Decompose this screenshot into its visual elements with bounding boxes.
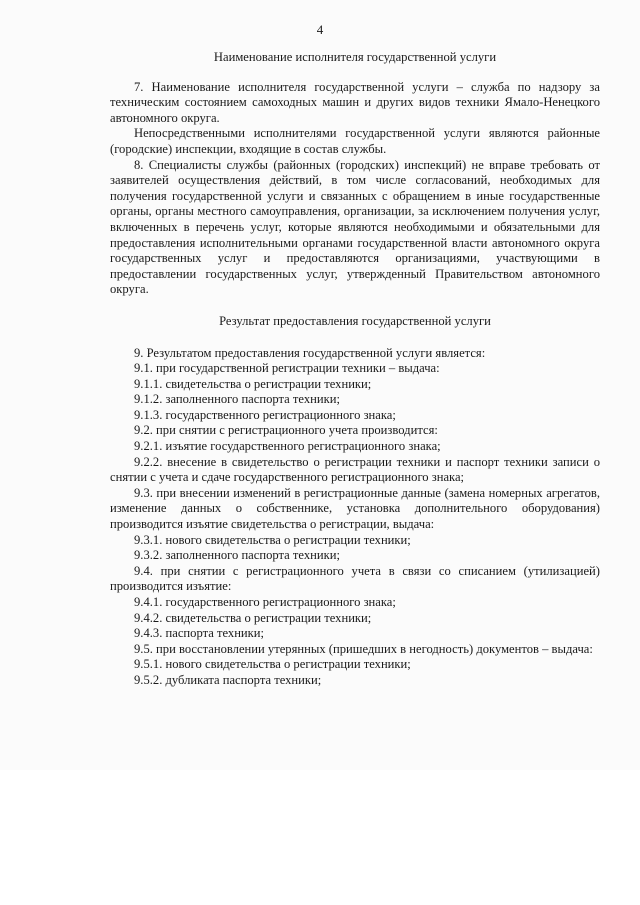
list-item: 9.1.1. свидетельства о регистрации техники; [134,376,372,391]
list-item: 9.3.1. нового свидетельства о регистрации техники; [134,532,411,547]
list-item: 9.5. при восстановлении утерянных (пришедших в негодность) документов – выдача: [134,641,593,656]
list-item: 9.4. при снятии с регистрационного учета в связи со списанием (утилизацией) производится изъятие: [110,563,600,594]
list-item: 9.2. при снятии с регистрационного учета производится: [134,423,438,438]
list-item: 9.3.2. заполненного паспорта техники; [134,548,340,563]
list-item: 9.3. при внесении изменений в регистрационные данные (замена номерных агрегатов, изменение данных о собственнике, установка дополнительного оборудования) производится изъятие свидетельства о регистрации, выдача: [110,485,600,532]
list-item: 9. Результатом предоставления государственной услуги является: [134,345,486,360]
paragraph-8: 8. Специалисты службы (районных (городских) инспекций) не вправе требовать от заявителей осуществления действий, в том числе согласований, необходимых для получения государственной услуги и связанных с обращением в иные государственные органы, органы местного самоуправления, организации, за исключением получения услуг, включенных в перечень услуг, которые являются необходимыми и обязательными для предоставления исполнительными органами государственной власти автономного округа государственных услуг и предоставляются организациями, участвующими в предоставлении государственных услуг, утвержденный Правительством автономного округа. [110,157,600,297]
result-list [110,346,600,689]
section-heading-result: Результат предоставления государственной услуги [219,313,491,328]
list-item: 9.4.3. паспорта техники; [134,626,265,641]
list-item: 9.1.3. государственного регистрационного знака; [134,407,396,422]
list-item: 9.2.2. внесение в свидетельство о регистрации техники и паспорт техники записи о снятии с учета и сдаче государственного регистрационного знака; [110,454,600,485]
list-item: 9.4.1. государственного регистрационного знака; [134,595,396,609]
list-item: 9.1. при государственной регистрации техники – выдача: [134,361,440,376]
paragraph-direct-executors: Непосредственными исполнителями государственной услуги являются районные (городские) инспекции, входящие в состав службы. [110,126,600,156]
paragraph-7: 7. Наименование исполнителя государственной услуги – служба по надзору за техническим состоянием самоходных машин и других видов техники Ямало-Ненецкого автономного округа. [110,79,600,125]
page-number: 4 [316,22,324,37]
list-item: 9.1.2. заполненного паспорта техники; [134,392,340,407]
list-item: 9.2.1. изъятие государственного регистрационного знака; [134,439,441,454]
page-content [110,50,600,689]
section-heading-executor: Наименование исполнителя государственной услуги [213,50,497,64]
list-item: 9.4.2. свидетельства о регистрации техники; [134,610,372,625]
list-item: 9.5.1. нового свидетельства о регистрации техники; [134,657,411,672]
list-item: 9.5.2. дубликата паспорта техники; [134,672,322,687]
blank-area [0,770,640,905]
